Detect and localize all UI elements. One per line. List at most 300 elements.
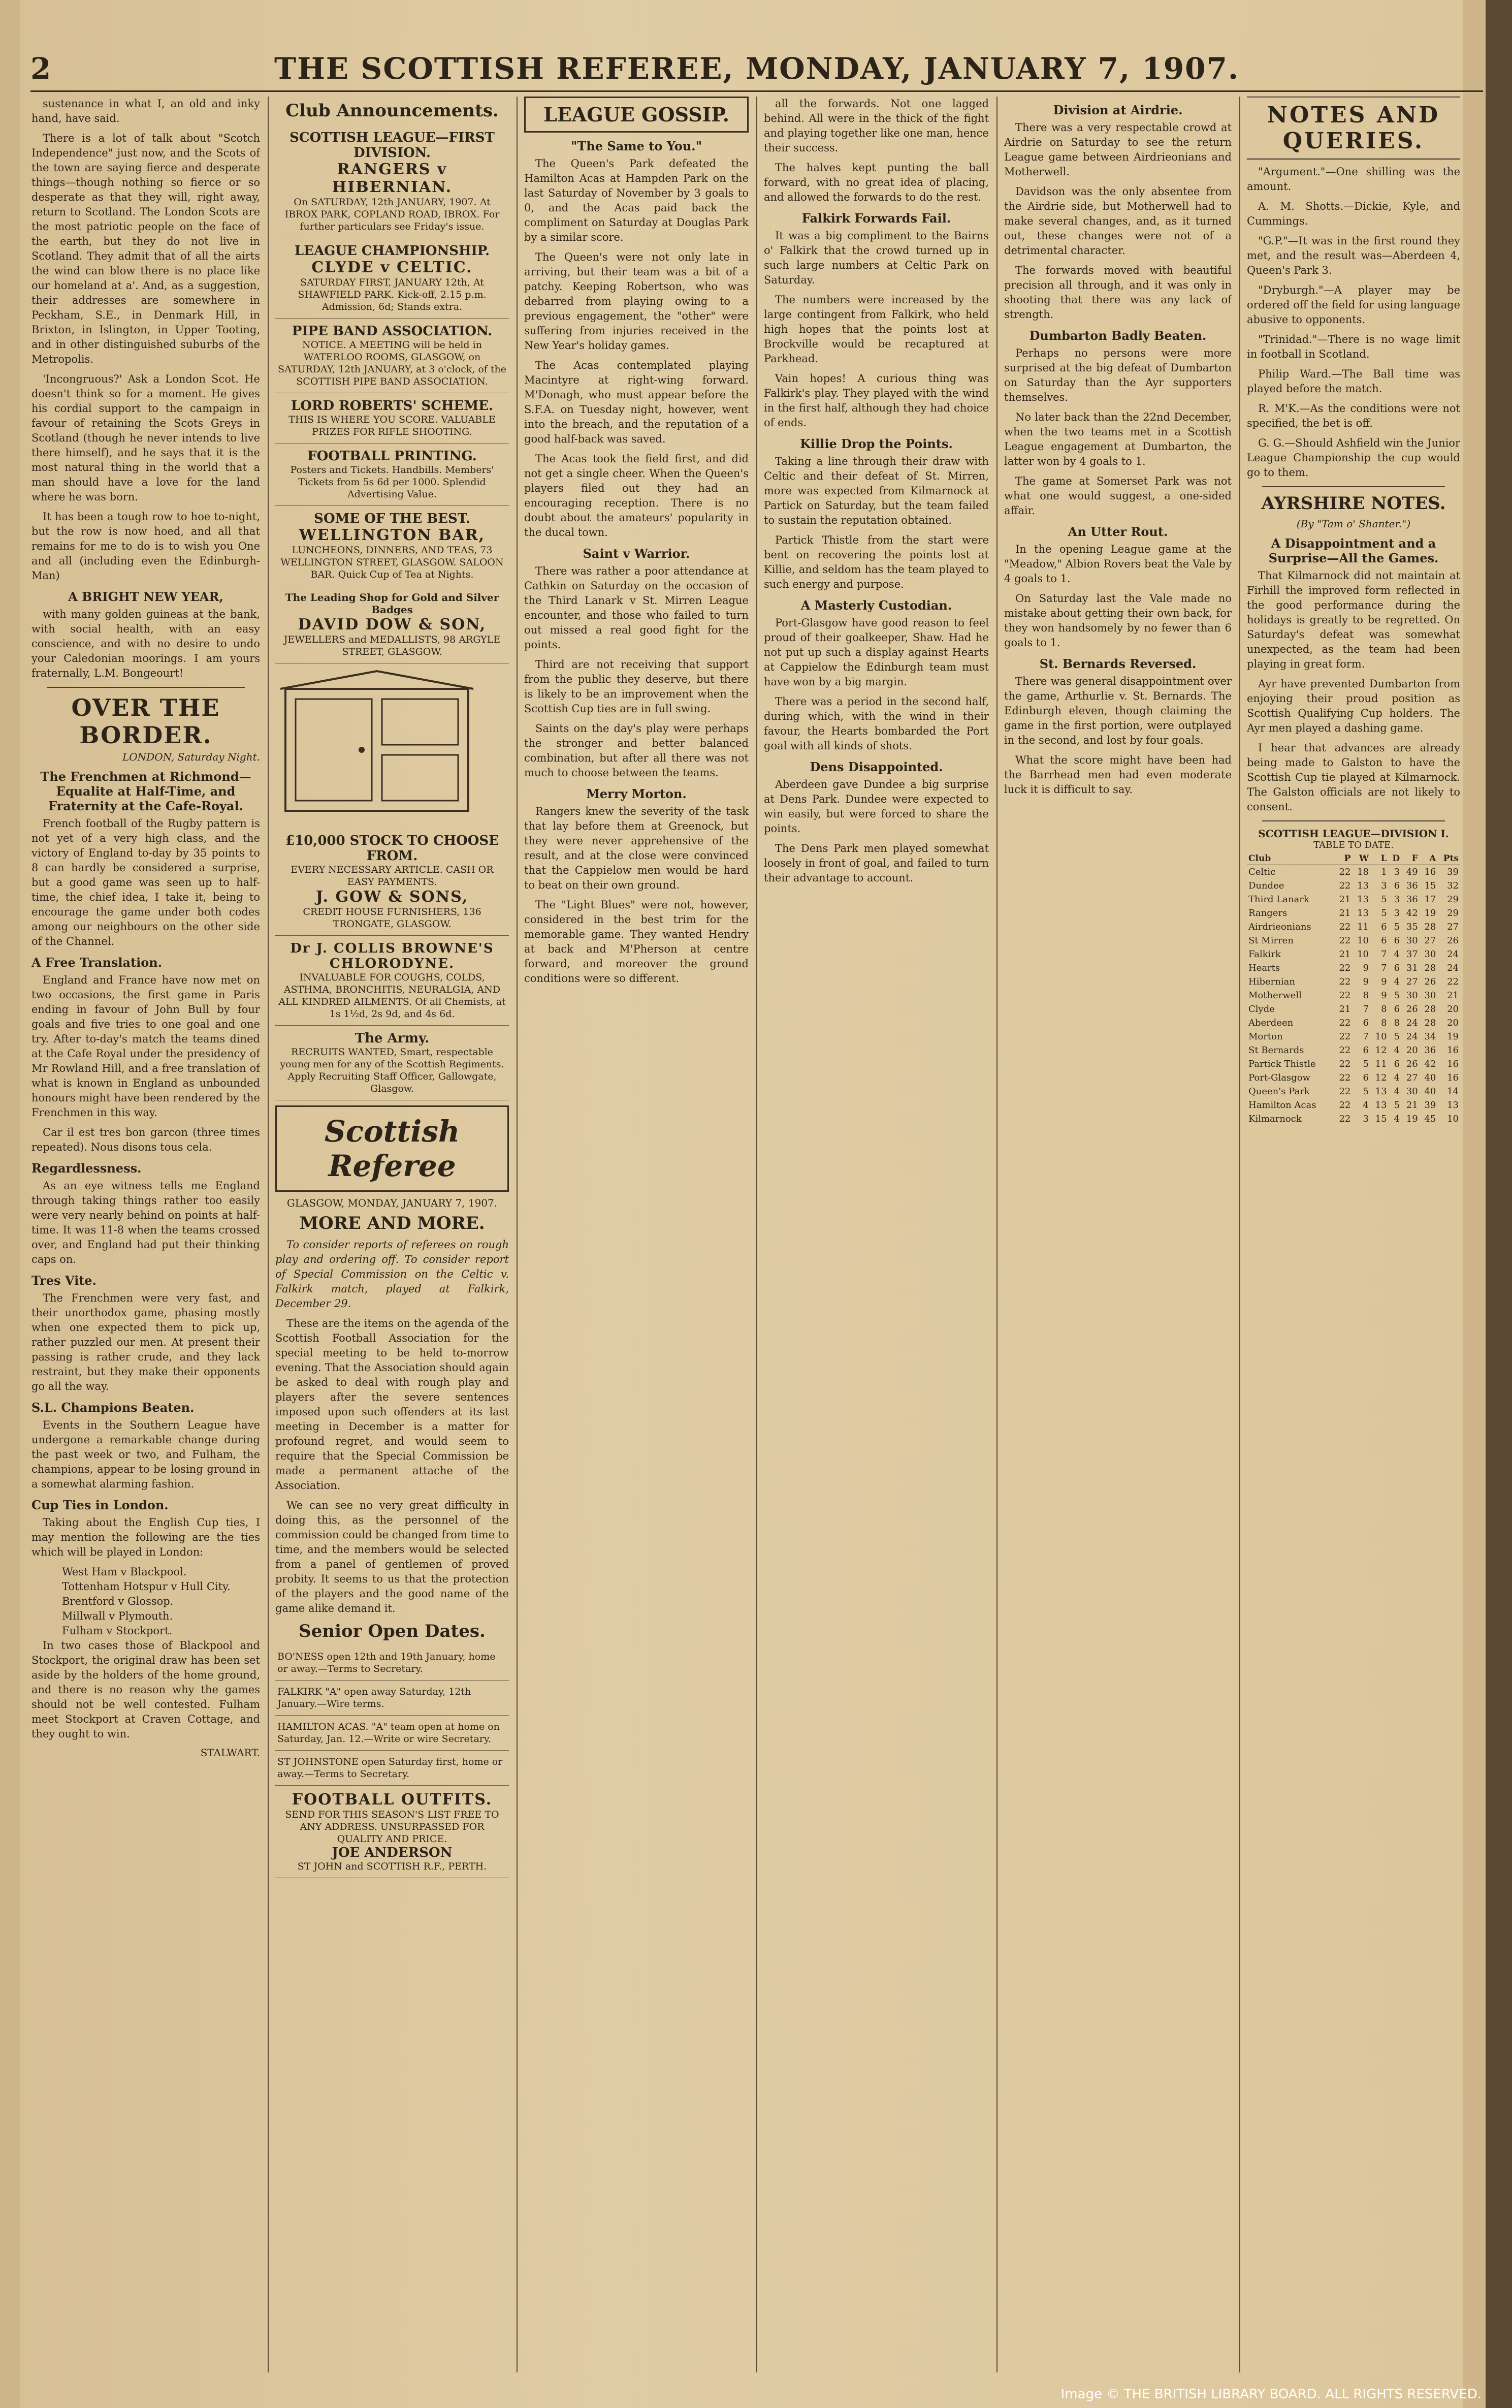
dateline: LONDON, Saturday Night.	[122, 751, 260, 763]
ad-text: LUNCHEONS, DINNERS, AND TEAS, 73 WELLINGTON STREET, GLASGOW. SALOON BAR. Quick Cup of Tea at Nights.	[280, 545, 504, 580]
article-paragraph: Taking about the English Cup ties, I may mention the following are the ties which will be played in London:	[31, 1516, 260, 1558]
table-cell: 27	[1406, 976, 1418, 987]
open-date-notice	[275, 1681, 509, 1716]
table-row	[1247, 961, 1460, 975]
article-paragraph: Car il est tres bon garcon (three times repeated). Nous disons tous cela.	[31, 1126, 260, 1153]
advertisement	[275, 238, 509, 319]
table-cell: 6	[1363, 1045, 1369, 1056]
table-cell: Motherwell	[1248, 990, 1302, 1001]
table-row	[1247, 879, 1460, 893]
league-column-header: L	[1370, 852, 1389, 865]
table-row	[1247, 1002, 1460, 1016]
table-cell: Partick Thistle	[1248, 1059, 1316, 1069]
table-row	[1247, 1057, 1460, 1071]
column-3	[524, 97, 749, 2378]
table-row	[1247, 947, 1460, 961]
newspaper-masthead-logo: Scottish Referee	[275, 1105, 509, 1192]
ad-title: DAVID DOW & SON,	[298, 616, 487, 633]
ad-line: SOME OF THE BEST.	[314, 511, 470, 526]
table-cell: 4	[1394, 1114, 1400, 1124]
table-cell: 21	[1406, 1100, 1418, 1111]
table-cell: 13	[1357, 880, 1369, 891]
table-cell: 22	[1339, 1031, 1351, 1042]
league-column-header: Club	[1247, 852, 1334, 865]
open-date-notice	[275, 1716, 509, 1751]
league-table	[1247, 852, 1460, 1126]
table-cell: Dundee	[1248, 880, 1284, 891]
table-cell: 22	[1339, 1100, 1351, 1111]
sub-heading: A Free Translation.	[31, 955, 163, 970]
article-paragraph: The "Light Blues" were not, however, considered in the best trim for the memorable game. They wanted Hendry at back and M'Pherson at centre forward, and moreover the ground conditions were so different.	[524, 899, 749, 985]
sub-heading: S.L. Champions Beaten.	[31, 1400, 195, 1415]
article-paragraph: The halves kept punting the ball forward, with no great idea of placing, and allowed the forwards to do the rest.	[764, 162, 989, 203]
table-cell: Queen's Park	[1248, 1086, 1310, 1097]
article-paragraph: Aberdeen gave Dundee a big surprise at Dens Park. Dundee were expected to win easily, but were forced to share the points.	[764, 778, 989, 835]
table-cell: 20	[1447, 1004, 1459, 1015]
ad-title: J. GOW & SONS,	[315, 888, 469, 906]
advertisement	[275, 828, 509, 936]
ad-text: THIS IS WHERE YOU SCORE. VALUABLE PRIZES FOR RIFLE SHOOTING.	[288, 414, 496, 437]
divider	[1262, 486, 1445, 487]
table-cell: 36	[1424, 1045, 1436, 1056]
sub-heading: St. Bernards Reversed.	[1039, 656, 1197, 671]
table-cell: 14	[1447, 1086, 1459, 1097]
table-cell: 21	[1339, 908, 1351, 918]
table-row	[1247, 865, 1460, 879]
article-paragraph: I hear that advances are already being made to Galston to have the Scottish Cup tie played at Kilmarnock. The Galston officials are not likely to consent.	[1247, 742, 1460, 813]
ad-text: ST JOHN and SCOTTISH R.F., PERTH.	[297, 1861, 487, 1872]
table-cell: 28	[1424, 963, 1436, 973]
masthead	[30, 48, 1483, 89]
table-cell: 27	[1406, 1072, 1418, 1083]
article-paragraph: It was a big compliment to the Bairns o' Falkirk that the crowd turned up in such large numbers at Celtic Park on Saturday.	[764, 230, 989, 286]
article-paragraph: We can see no very great difficulty in doing this, as the personnel of the commission could be changed from time to time, and the members would be selected from a panel of gentlemen of proved probity. It seems to us that the protection of the players and the good name of the game alike demand it.	[275, 1499, 509, 1614]
table-cell: 6	[1394, 935, 1400, 946]
table-cell: 13	[1447, 1100, 1459, 1111]
table-cell: 8	[1381, 1018, 1387, 1028]
query-answer: "Dryburgh."—A player may be ordered off the field for using language abusive to opponents.	[1247, 284, 1460, 326]
table-row	[1247, 1043, 1460, 1057]
advertisement	[275, 319, 509, 393]
table-cell: 7	[1363, 1031, 1369, 1042]
open-date-notice	[275, 1645, 509, 1681]
table-cell: 19	[1447, 1031, 1459, 1042]
article-paragraph: On Saturday last the Vale made no mistake about getting their own back, for they won handsomely by no fewer than 6 goals to 1.	[1004, 592, 1232, 649]
table-cell: 30	[1406, 935, 1418, 946]
column-rule	[756, 97, 757, 2372]
sub-heading: An Utter Rout.	[1068, 524, 1168, 539]
article-paragraph: French football of the Rugby pattern is not yet of a very high class, and the victory of England to-day by 35 points to 8 can hardly be considered a surprise, but a good game was seen up to half-time, the chief idea, I take it, being to encourage the game under both codes among our neighbours on the other side of the Channel.	[31, 817, 260, 947]
ad-line: £10,000 STOCK TO CHOOSE FROM.	[285, 833, 499, 864]
article-paragraph: There was general disappointment over the game, Arthurlie v. St. Bernards. The Edinburgh eleven, though claiming the game in the first portion, were outplayed in the second, and lost by four goals.	[1004, 675, 1232, 746]
table-cell: 3	[1363, 1114, 1369, 1124]
advertisement	[275, 586, 509, 663]
cup-tie: West Ham v Blackpool.	[62, 1566, 187, 1578]
article-paragraph: The forwards moved with beautiful precision all through, and it was only in shooting that there was any lack of strength.	[1004, 264, 1232, 321]
article-paragraph: Ayr have prevented Dumbarton from enjoying their proud position as Scottish Qualifying Cup holders. The Ayr men played a dashing game.	[1247, 678, 1460, 734]
article-paragraph: The game at Somerset Park was not what one would suggest, a one-sided affair.	[1004, 475, 1232, 517]
ad-title: Dr J. COLLIS BROWNE'S CHLORODYNE.	[290, 941, 494, 971]
ad-title: WELLINGTON BAR,	[299, 526, 486, 544]
sub-heading: Division at Airdrie.	[1053, 103, 1183, 117]
table-cell: 3	[1381, 880, 1387, 891]
table-cell: 28	[1424, 1018, 1436, 1028]
article-deck: The Frenchmen at Richmond—Equalite at Half-Time, and Fraternity at the Cafe-Royal.	[40, 769, 251, 813]
table-cell: 4	[1394, 1045, 1400, 1056]
sub-heading: Saint v Warrior.	[583, 546, 690, 561]
table-cell: 45	[1424, 1114, 1436, 1124]
table-cell: 19	[1424, 908, 1436, 918]
section-heading: OVER THE BORDER.	[71, 694, 220, 749]
table-cell: 4	[1363, 1100, 1369, 1111]
table-cell: 24	[1447, 949, 1459, 960]
table-cell: 8	[1363, 990, 1369, 1001]
table-cell: 35	[1406, 922, 1418, 932]
ad-text: CREDIT HOUSE FURNISHERS, 136 TRONGATE, GLASGOW.	[303, 906, 481, 930]
sub-heading: Killie Drop the Points.	[800, 436, 953, 451]
ad-title: FOOTBALL OUTFITS.	[292, 1791, 493, 1809]
table-row	[1247, 1071, 1460, 1085]
ad-text: RECRUITS WANTED, Smart, respectable young men for any of the Scottish Regiments. Apply Recruiting Staff Officer, Gallowgate, Glasgow.	[280, 1047, 504, 1094]
column-1	[31, 97, 260, 2378]
column-2	[275, 97, 509, 2378]
sub-heading: A Disappointment and a Surprise—All the Games.	[1268, 536, 1439, 565]
article-paragraph: The numbers were increased by the large contingent from Falkirk, who held high hopes that the points lost at Brockville would be recaptured at Parkhead.	[764, 294, 989, 365]
table-cell: 22	[1339, 880, 1351, 891]
advertisement	[275, 443, 509, 506]
table-cell: 20	[1447, 1018, 1459, 1028]
table-cell: 4	[1394, 1086, 1400, 1097]
table-cell: 8	[1381, 1004, 1387, 1015]
table-cell: 5	[1381, 894, 1387, 905]
article-paragraph: Davidson was the only absentee from the Airdrie side, but Motherwell had to make several changes, and, as it turned out, these changes were not of a detrimental character.	[1004, 185, 1232, 257]
table-cell: Aberdeen	[1248, 1018, 1294, 1028]
table-cell: 11	[1357, 922, 1369, 932]
ad-line: The Army.	[355, 1031, 430, 1046]
ad-line: LORD ROBERTS' SCHEME.	[291, 398, 493, 414]
article-paragraph: There was a very respectable crowd at Airdrie on Saturday to see the return League game between Airdrieonians and Motherwell.	[1004, 121, 1232, 178]
table-cell: 28	[1424, 1004, 1436, 1015]
table-row	[1247, 934, 1460, 947]
table-cell: 3	[1394, 894, 1400, 905]
table-cell: 4	[1394, 949, 1400, 960]
article-paragraph: The Queen's Park defeated the Hamilton Acas at Hampden Park on the last Saturday of November by 3 goals to 0, and the Acas paid back the compliment on Saturday at Douglas Park by a similar score.	[524, 157, 749, 243]
table-cell: 39	[1424, 1100, 1436, 1111]
notice-text: HAMILTON ACAS. "A" team open at home on Saturday, Jan. 12.—Write or wire Secretary.	[277, 1721, 500, 1745]
article-paragraph: It has been a tough row to hoe to-night, but the row is now hoed, and all that remains for me to do is to wish you One and all (including even the Edinburgh-Man)	[31, 511, 260, 582]
table-cell: 6	[1381, 922, 1387, 932]
table-cell: Hamilton Acas	[1248, 1100, 1316, 1111]
article-paragraph: To consider reports of referees on rough play and ordering off. To consider report of Special Commission on the Celtic v. Falkirk match, played at Falkirk, December 29.	[275, 1239, 509, 1310]
table-cell: 22	[1339, 922, 1351, 932]
column-6	[1247, 97, 1460, 2378]
league-table-header	[1247, 852, 1460, 865]
table-cell: 22	[1339, 867, 1351, 877]
league-column-header: A	[1420, 852, 1438, 865]
article-paragraph: The Queen's were not only late in arriving, but their team was a bit of a patchy. Keeping Robertson, who was debarred from playing owing to a previous engagement, the "other" were suffering from injuries received in the New Year's holiday games.	[524, 251, 749, 352]
advertisement	[275, 1786, 509, 1878]
ad-text: NOTICE. A MEETING will be held in WATERLOO ROOMS, GLASGOW, on SATURDAY, 12th JANUARY, at 3 o'clock, of the SCOTTISH PIPE BAND ASSOCIATION.	[278, 339, 506, 387]
ad-line: SCOTTISH LEAGUE—FIRST DIVISION.	[289, 130, 495, 161]
table-cell: 30	[1406, 990, 1418, 1001]
table-cell: 5	[1394, 1100, 1400, 1111]
cup-tie: Brentford v Glossop.	[62, 1595, 174, 1607]
table-cell: 17	[1424, 894, 1436, 905]
article-paragraph: The Frenchmen were very fast, and their unorthodox game, phasing mostly when one expected them to pick up, rather puzzled our men. At present their passing is rather crude, and they lack restraint, but they make their opponents go all the way.	[31, 1292, 260, 1392]
ad-text: On SATURDAY, 12th JANUARY, 1907. At IBROX PARK, COPLAND ROAD, IBROX. For further particulars see Friday's issue.	[284, 197, 500, 232]
table-cell: 22	[1339, 1045, 1351, 1056]
table-cell: 22	[1339, 990, 1351, 1001]
article-paragraph: No later back than the 22nd December, when the two teams met in a Scottish League engagement at Dumbarton, the latter won by 4 goals to 1.	[1004, 411, 1232, 467]
table-cell: 12	[1375, 1072, 1387, 1083]
article-paragraph: In two cases those of Blackpool and Stockport, the original draw has been set aside by the holders of the home ground, and there is no reason why the games should not be well contested. Fulham meet Stockport at Craven Cottage, and they ought to win.	[31, 1639, 260, 1740]
table-cell: 21	[1339, 1004, 1351, 1015]
table-cell: 26	[1406, 1059, 1418, 1069]
open-date-notice	[275, 1751, 509, 1786]
table-cell: 40	[1424, 1072, 1436, 1083]
section-heading: Senior Open Dates.	[299, 1621, 486, 1641]
table-cell: 5	[1394, 922, 1400, 932]
sub-heading: Regardlessness.	[31, 1161, 142, 1176]
table-cell: 22	[1339, 1018, 1351, 1028]
league-column-header: P	[1334, 852, 1353, 865]
table-cell: 15	[1424, 880, 1436, 891]
signature: STALWART.	[200, 1747, 260, 1759]
table-cell: 5	[1363, 1086, 1369, 1097]
sub-heading: Cup Ties in London.	[31, 1498, 169, 1512]
table-cell: St Mirren	[1248, 935, 1294, 946]
article-paragraph: all the forwards. Not one lagged behind. All were in the thick of the fight and playing together like one man, hence their success.	[764, 98, 989, 154]
advertisement	[275, 936, 509, 1026]
table-cell: 5	[1363, 1059, 1369, 1069]
sub-heading: A Masterly Custodian.	[800, 598, 952, 613]
table-cell: 20	[1406, 1045, 1418, 1056]
table-cell: 6	[1363, 1018, 1369, 1028]
table-cell: 42	[1424, 1059, 1436, 1069]
table-cell: 6	[1394, 963, 1400, 973]
advertisement	[275, 1026, 509, 1100]
advertisement	[275, 125, 509, 238]
newspaper-title: THE SCOTTISH REFEREE, MONDAY, JANUARY 7, 1907.	[274, 51, 1240, 86]
table-cell: 22	[1339, 976, 1351, 987]
article-paragraph: There was a period in the second half, during which, with the wind in their favour, the Hearts bombarded the Port goal with all kinds of shots.	[764, 695, 989, 752]
table-cell: 32	[1447, 880, 1459, 891]
table-row	[1247, 989, 1460, 1002]
article-paragraph: As an eye witness tells me England through taking things rather too easily were very nearly behind on points at half-time. It was 11-8 when the teams crossed over, and England had put their thinking caps on.	[31, 1180, 260, 1265]
table-cell: 21	[1339, 894, 1351, 905]
sub-heading: Falkirk Forwards Fail.	[801, 211, 951, 226]
table-cell: 6	[1394, 1059, 1400, 1069]
league-table-body	[1247, 865, 1460, 1126]
table-cell: 16	[1447, 1072, 1459, 1083]
table-cell: St Bernards	[1248, 1045, 1304, 1056]
table-cell: 6	[1394, 1004, 1400, 1015]
article-paragraph: There was rather a poor attendance at Cathkin on Saturday on the occasion of the Third Lanark v St. Mirren League encounter, and those who failed to turn out missed a real good fight for the points.	[524, 565, 749, 651]
table-cell: 10	[1357, 935, 1369, 946]
notice-text: FALKIRK "A" open away Saturday, 12th January.—Wire terms.	[277, 1686, 471, 1709]
query-answer: A. M. Shotts.—Dickie, Kyle, and Cummings.	[1247, 200, 1460, 227]
table-cell: 29	[1447, 908, 1459, 918]
table-cell: 22	[1339, 1086, 1351, 1097]
article-paragraph: Taking a line through their draw with Celtic and their defeat of St. Mirren, more was expected from Kilmarnock at Partick on Saturday, but the team failed to sustain the reputation obtained.	[764, 455, 989, 526]
table-cell: 5	[1394, 1031, 1400, 1042]
table-cell: 26	[1424, 976, 1436, 987]
table-row	[1247, 906, 1460, 920]
article-paragraph: Vain hopes! A curious thing was Falkirk's play. They played with the wind in the first half, although they had choice of ends.	[764, 372, 989, 429]
league-table-subtitle: TABLE TO DATE.	[1313, 840, 1394, 850]
table-cell: 13	[1357, 894, 1369, 905]
masthead-rule	[30, 90, 1483, 92]
table-cell: 26	[1447, 935, 1459, 946]
league-column-header: Pts	[1437, 852, 1460, 865]
table-cell: 22	[1339, 1114, 1351, 1124]
furniture-illustration	[275, 669, 478, 821]
table-cell: 4	[1394, 1072, 1400, 1083]
table-row	[1247, 920, 1460, 934]
cup-tie: Tottenham Hotspur v Hull City.	[62, 1580, 231, 1593]
table-cell: Port-Glasgow	[1248, 1072, 1311, 1083]
table-cell: 9	[1381, 976, 1387, 987]
table-cell: 9	[1381, 990, 1387, 1001]
article-paragraph: There is a lot of talk about "Scotch Independence" just now, and the Scots of the town are saying fierce and desperate things—though nothing so fierce or so desperate as that they will, right away, return to Scotland. The London Scots are the most patriotic people on the face of the earth, but they do not live in Scotland. They admit that of all the airts the wind can blow there is no place like our homeland at a'. And, as a suggestion, their addresses are somewhere in Peckham, S.E., in Denmark Hill, in Brixton, in Islington, in Upper Tooting, and in other distinguished suburbs of the Metropolis.	[31, 132, 260, 365]
table-cell: 9	[1363, 963, 1369, 973]
table-cell: 22	[1339, 1059, 1351, 1069]
article-paragraph: Events in the Southern League have undergone a remarkable change during the past week or two, and Fulham, the champions, appear to be losing ground in a somewhat alarming fashion.	[31, 1419, 260, 1490]
table-cell: 3	[1394, 908, 1400, 918]
notice-text: BO'NESS open 12th and 19th January, home or away.—Terms to Secretary.	[277, 1651, 496, 1674]
ad-text: JEWELLERS and MEDALLISTS, 98 ARGYLE STREET, GLASGOW.	[283, 634, 501, 657]
table-cell: 24	[1406, 1018, 1418, 1028]
table-cell: 11	[1375, 1059, 1387, 1069]
table-cell: 39	[1447, 867, 1459, 877]
column-rule	[996, 97, 998, 2372]
table-cell: 27	[1447, 922, 1459, 932]
ad-title: RANGERS v HIBERNIAN.	[332, 161, 453, 196]
league-column-header: W	[1352, 852, 1370, 865]
table-cell: 22	[1339, 935, 1351, 946]
table-cell: 21	[1339, 949, 1351, 960]
table-cell: 24	[1406, 1031, 1418, 1042]
ad-text: Posters and Tickets. Handbills. Members' Tickets from 5s 6d per 1000. Splendid Advertising Value.	[290, 464, 494, 500]
table-cell: 30	[1424, 949, 1436, 960]
article-paragraph: The Dens Park men played somewhat loosely in front of goal, and failed to turn their advantage to account.	[764, 842, 989, 884]
table-cell: 18	[1357, 867, 1369, 877]
table-cell: 24	[1447, 963, 1459, 973]
article-paragraph: In the opening League game at the "Meadow," Albion Rovers beat the Vale by 4 goals to 1.	[1004, 543, 1232, 585]
table-cell: 22	[1447, 976, 1459, 987]
query-answer: Philip Ward.—The Ball time was played before the match.	[1247, 368, 1460, 395]
article-paragraph: Partick Thistle from the start were bent on recovering the points lost at Killie, and seldom has the team played to such energy and purpose.	[764, 534, 989, 590]
cup-tie: Millwall v Plymouth.	[62, 1610, 173, 1622]
article-paragraph: Saints on the day's play were perhaps the stronger and better balanced combination, but after all there was not much to choose between the teams.	[524, 722, 749, 779]
table-cell: 7	[1381, 949, 1387, 960]
cup-tie: Fulham v Stockport.	[62, 1625, 173, 1637]
section-heading: NOTES AND QUERIES.	[1247, 97, 1460, 160]
sub-heading: "The Same to You."	[570, 139, 702, 153]
table-cell: Third Lanark	[1248, 894, 1309, 905]
table-cell: 21	[1447, 990, 1459, 1001]
issue-date: GLASGOW, MONDAY, JANUARY 7, 1907.	[286, 1197, 498, 1209]
table-cell: Airdrieonians	[1248, 922, 1311, 932]
divider	[1262, 820, 1445, 821]
table-cell: 26	[1406, 1004, 1418, 1015]
table-cell: 6	[1381, 935, 1387, 946]
advertisement	[275, 506, 509, 586]
table-cell: 16	[1447, 1045, 1459, 1056]
article-paragraph: These are the items on the agenda of the Scottish Football Association for the special meeting to be held to-morrow evening. That the Association should again be asked to deal with rough play and players after the severe sentences imposed upon such offenders at its last meeting in December is a matter for profound regret, and would seem to require that the Special Commission be made a permanent attache of the Association.	[275, 1317, 509, 1492]
ad-text: SATURDAY FIRST, JANUARY 12th, At SHAWFIELD PARK. Kick-off, 2.15 p.m. Admission, 6d; Stands extra.	[298, 277, 487, 312]
table-row	[1247, 1030, 1460, 1043]
table-cell: 3	[1394, 867, 1400, 877]
table-row	[1247, 1016, 1460, 1030]
ad-line: PIPE BAND ASSOCIATION.	[292, 324, 493, 339]
new-year-heading: A BRIGHT NEW YEAR,	[68, 589, 223, 604]
table-cell: 36	[1406, 894, 1418, 905]
column-4	[764, 97, 989, 2378]
ad-text: EVERY NECESSARY ARTICLE. CASH OR EASY PAYMENTS.	[291, 864, 494, 888]
table-cell: 10	[1357, 949, 1369, 960]
table-cell: Hibernian	[1248, 976, 1295, 987]
table-cell: 16	[1424, 867, 1436, 877]
column-rule	[268, 97, 269, 2372]
table-cell: 28	[1424, 922, 1436, 932]
sub-heading: Tres Vite.	[31, 1273, 96, 1288]
table-cell: Kilmarnock	[1248, 1114, 1302, 1124]
query-answer: R. M'K.—As the conditions were not specified, the bet is off.	[1247, 402, 1460, 429]
divider	[47, 687, 245, 688]
table-row	[1247, 975, 1460, 989]
table-cell: 13	[1375, 1086, 1387, 1097]
table-cell: 6	[1394, 880, 1400, 891]
table-cell: Clyde	[1248, 1004, 1275, 1015]
table-cell: 27	[1424, 935, 1436, 946]
table-cell: 12	[1375, 1045, 1387, 1056]
table-cell: 15	[1375, 1114, 1387, 1124]
table-cell: 30	[1406, 1086, 1418, 1097]
table-cell: 5	[1381, 908, 1387, 918]
table-cell: 22	[1339, 963, 1351, 973]
query-answer: "Argument."—One shilling was the amount.	[1247, 166, 1460, 193]
copyright-watermark: Image © THE BRITISH LIBRARY BOARD. ALL RIGHTS RESERVED.	[1060, 2387, 1482, 2402]
query-answer: G. G.—Should Ashfield win the Junior League Championship the cup would go to them.	[1247, 437, 1460, 479]
table-cell: 19	[1406, 1114, 1418, 1124]
table-cell: 16	[1447, 1059, 1459, 1069]
sub-heading: Merry Morton.	[586, 786, 687, 801]
table-cell: 4	[1394, 976, 1400, 987]
table-cell: 22	[1339, 1072, 1351, 1083]
table-cell: 40	[1424, 1086, 1436, 1097]
table-row	[1247, 1112, 1460, 1126]
page-edge	[1486, 0, 1512, 2408]
advertisement	[275, 393, 509, 443]
table-cell: Morton	[1248, 1031, 1283, 1042]
article-paragraph: England and France have now met on two occasions, the first game in Paris ending in favour of John Bull by four goals and five tries to one goal and one try. After to-day's match the teams dined at the Cafe Royal under the presidency of Mr Rowland Hill, and a free translation of what is known in England as unbounded honours might have been rendered by the Frenchmen in this way.	[31, 974, 260, 1119]
table-row	[1247, 893, 1460, 906]
column-rule	[1239, 97, 1240, 2372]
article-paragraph: Perhaps no persons were more surprised at the big defeat of Dumbarton on Saturday than the Ayr supporters themselves.	[1004, 347, 1232, 403]
query-answer: "Trinidad."—There is no wage limit in football in Scotland.	[1247, 333, 1460, 360]
cup-ties-list	[31, 1565, 260, 1638]
editorial-heading: MORE AND MORE.	[299, 1213, 485, 1233]
table-cell: 6	[1363, 1072, 1369, 1083]
table-row	[1247, 1085, 1460, 1098]
table-cell: 31	[1406, 963, 1418, 973]
article-paragraph: Rangers knew the severity of the task that lay before them at Greenock, but they were never apprehensive of the result, and at the close were convinced that the Cappielow men would be hard to beat on their own ground.	[524, 805, 749, 891]
table-cell: 7	[1363, 1004, 1369, 1015]
table-cell: 37	[1406, 949, 1418, 960]
article-paragraph: Port-Glasgow have good reason to feel proud of their goalkeeper, Shaw. Had he not put up such a display against Hearts at Cappielow the Edinburgh team must have won by a big margin.	[764, 617, 989, 688]
ad-line: The Leading Shop for Gold and Silver Badges	[285, 591, 499, 616]
